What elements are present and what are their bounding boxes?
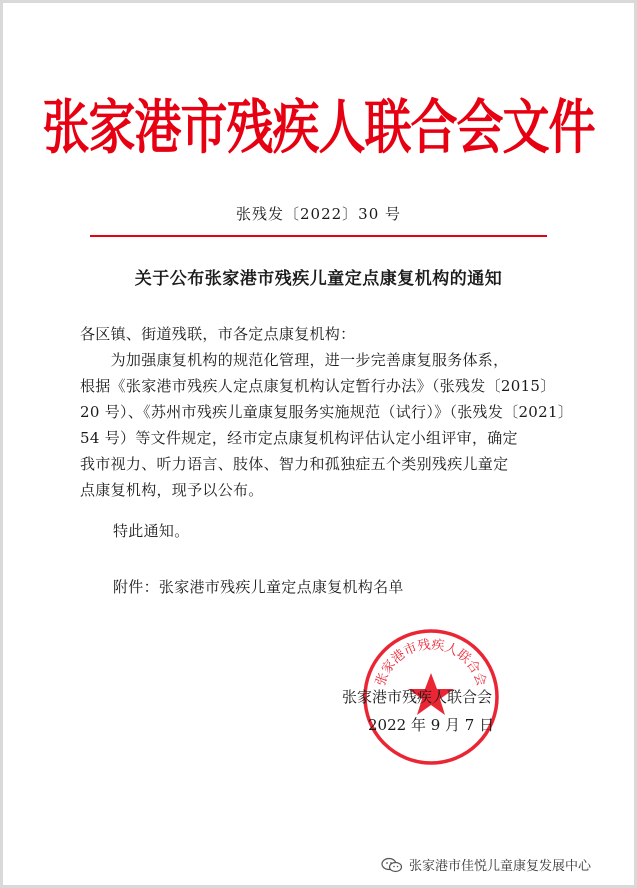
body-line: 我市视力、听力语言、肢体、智力和孤独症五个类别残疾儿童定 <box>80 455 509 473</box>
body-line: 54 号）等文件规定，经市定点康复机构评估认定小组评审，确定 <box>80 429 518 447</box>
seal-text: 张家港市残疾人联合会 <box>373 637 489 689</box>
body-line: 为加强康复机构的规范化管理，进一步完善康复服务体系， <box>80 351 509 369</box>
body-line: 点康复机构，现予以公布。 <box>80 481 264 499</box>
signature-org: 张家港市残疾人联合会 <box>342 688 493 706</box>
notice-title: 关于公布张家港市残疾儿童定点康复机构的通知 <box>134 269 503 289</box>
document-page <box>3 3 634 885</box>
document-header-title: 张家港市残疾人联合会文件 <box>42 93 595 163</box>
wechat-watermark <box>381 855 591 874</box>
signature-date: 2022 年 9 月 7 日 <box>368 716 495 734</box>
document-number: 张残发〔2022〕30 号 <box>235 205 402 223</box>
closing-text: 特此通知。 <box>113 522 190 540</box>
body-line: 20 号）、《苏州市残疾儿童康复服务实施规范（试行）》（张残发〔2021〕 <box>80 403 574 421</box>
red-divider <box>90 235 547 237</box>
body-paragraph <box>80 347 573 503</box>
body-line: 根据《张家港市残疾人定点康复机构认定暂行办法》（张残发〔2015〕 <box>80 377 556 395</box>
watermark-text: 张家港市佳悦儿童康复发展中心 <box>409 859 592 874</box>
salutation: 各区镇、街道残联，市各定点康复机构： <box>80 325 356 343</box>
wechat-icon <box>381 857 403 873</box>
attachment-line: 附件：张家港市残疾儿童定点康复机构名单 <box>113 578 404 596</box>
